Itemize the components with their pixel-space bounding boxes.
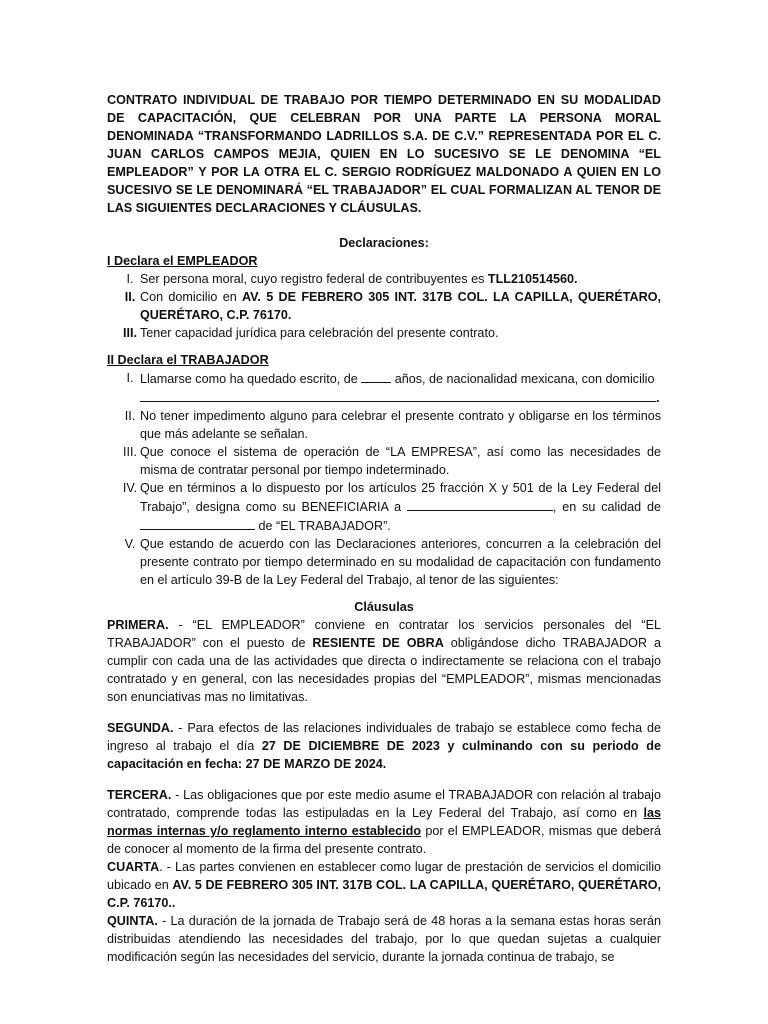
beneficiary-blank xyxy=(407,497,553,511)
list-item xyxy=(107,407,661,443)
address-value: AV. 5 DE FEBRERO 305 INT. 317B COL. LA CAPILLA, QUERÉTARO, QUERÉTARO, C.P. 76170. xyxy=(140,290,662,322)
clause-tercera xyxy=(107,786,661,858)
item-text: Que conoce el sistema de operación de “LA EMPRESA”, así como las necesidades de misma de contratar personal por tiempo indeterminado. xyxy=(140,445,661,477)
item-text: . xyxy=(656,391,660,405)
item-text: Con domicilio en xyxy=(140,290,243,304)
item-text: Llamarse como ha quedado escrito, de xyxy=(140,372,362,386)
clause-text: obligándose dicho TRABAJADOR a cumplir con cada una de las actividades que directa o indirectamente se relaciona con el trabajo contratado y en general, con las necesidades propias del “EMPLEADOR”, mismas mencionadas son enunciativas mas no limitativas. xyxy=(107,636,661,704)
clause-text: . - Las partes convienen en establecer como lugar de prestación de servicios el domicilio ubicado en xyxy=(107,860,661,892)
item-number: II. xyxy=(124,409,136,423)
dates-text: 27 DE DICIEMBRE DE 2023 y culminando con su periodo de capacitación en fecha: 27 DE MARZO DE 2024. xyxy=(107,739,661,771)
item-number: II. xyxy=(124,290,136,304)
item-text: No tener impedimento alguno para celebrar el presente contrato y obligarse en los términos que más adelante se señalan. xyxy=(140,409,661,441)
item-number: V. xyxy=(124,537,136,551)
trabajador-heading: II Declara el TRABAJADOR xyxy=(107,353,269,367)
declaraciones-heading: Declaraciones: xyxy=(339,236,429,250)
address-blank xyxy=(140,388,656,402)
clause-label: QUINTA. xyxy=(107,914,158,928)
list-item xyxy=(107,369,661,407)
item-text: Que en términos a lo dispuesto por los artículos 25 fracción X y 501 de la Ley Federal del Trabajo”, designa como su BENEFICIARIA a xyxy=(140,481,661,514)
rfc-value: TLL210514560. xyxy=(487,272,578,286)
trabajador-list xyxy=(107,369,661,589)
item-text: , con domicilio xyxy=(574,372,655,386)
empleador-heading: I Declara el EMPLEADOR xyxy=(107,254,258,268)
item-number: I. xyxy=(126,371,134,385)
list-item xyxy=(107,270,661,288)
clause-text: - La duración de la jornada de Trabajo será de 48 horas a la semana estas horas serán distribuidas atendiendo las necesidades del trabajo, por lo que quedan sujetas a cualquier modificación según las necesidades del servicio, durante la jornada continua de trabajo, se xyxy=(107,914,661,964)
item-text: de “EL TRABAJADOR”. xyxy=(255,519,391,533)
empleador-list xyxy=(107,270,661,342)
clause-label: TERCERA. xyxy=(107,788,172,802)
item-text: , en su calidad de xyxy=(552,500,661,514)
document-body xyxy=(107,91,661,966)
address-text: AV. 5 DE FEBRERO 305 INT. 317B COL. LA CAPILLA, QUERÉTARO, QUERÉTARO, C.P. 76170.. xyxy=(107,878,662,910)
clause-text: - “EL EMPLEADOR” conviene en contratar los servicios personales del “EL TRABAJADOR” con el puesto de xyxy=(107,618,661,650)
job-title: RESIENTE DE OBRA xyxy=(312,636,444,650)
clause-primera xyxy=(107,616,661,706)
item-number: III. xyxy=(123,326,137,340)
internal-rules-text: las normas internas y/o reglamento interno establecido xyxy=(107,806,661,838)
clause-text: - Las obligaciones que por este medio asume el TRABAJADOR con relación al trabajo contratado, comprende todas las estipuladas en la Ley Federal del Trabajo, así como en xyxy=(107,788,661,820)
clause-text: por el EMPLEADOR, mismas que deberá de conocer al momento de la firma del presente contrato. xyxy=(107,824,661,856)
list-item xyxy=(107,479,661,535)
clause-quinta xyxy=(107,912,661,966)
list-item xyxy=(107,535,661,589)
item-number: III. xyxy=(123,445,137,459)
item-text: Tener capacidad jurídica para celebración del presente contrato. xyxy=(140,326,499,340)
list-item xyxy=(107,443,661,479)
clausulas-heading: Cláusulas xyxy=(354,600,414,614)
clause-text: - Para efectos de las relaciones individuales de trabajo se establece como fecha de ingreso al trabajo el día xyxy=(107,721,661,753)
clause-label: SEGUNDA. xyxy=(107,721,174,735)
item-text: Que estando de acuerdo con las Declaraciones anteriores, concurren a la celebración del presente contrato por tiempo determinado en su modalidad de capacitación con fundamento en el artículo 39-B de la Ley Federal del Trabajo, al tenor de las siguientes: xyxy=(140,537,661,587)
clause-cuarta xyxy=(107,858,661,912)
list-item xyxy=(107,288,661,324)
item-number: IV. xyxy=(122,481,138,495)
item-text: Ser persona moral, cuyo registro federal de contribuyentes es xyxy=(140,272,488,286)
clause-segunda xyxy=(107,719,661,773)
relationship-blank xyxy=(140,516,255,530)
age-blank xyxy=(361,369,391,383)
contract-title: CONTRATO INDIVIDUAL DE TRABAJO POR TIEMPO DETERMINADO EN SU MODALIDAD DE CAPACITACIÓN, QUE CELEBRAN POR UNA PARTE LA PERSONA MORAL DENOMINADA “TRANSFORMANDO LADRILLOS S.A. DE C.V.” REPRESENTADA POR EL C. JUAN CARLOS CAMPOS MEJIA, QUIEN EN LO SUCESIVO SE LE DENOMINA “EL EMPLEADOR” Y POR LA OTRA EL C. SERGIO RODRÍGUEZ MALDONADO A QUIEN EN LO SUCESIVO SE LE DENOMINARÁ “EL TRABAJADOR” EL CUAL FORMALIZAN AL TENOR DE LAS SIGUIENTES DECLARACIONES Y CLÁUSULAS. xyxy=(107,93,661,215)
list-item xyxy=(107,324,661,342)
clause-label: PRIMERA. xyxy=(107,618,169,632)
clause-label: CUARTA xyxy=(107,860,160,874)
item-text: años, de nacionalidad mexicana xyxy=(391,372,575,386)
item-number: I. xyxy=(126,272,134,286)
